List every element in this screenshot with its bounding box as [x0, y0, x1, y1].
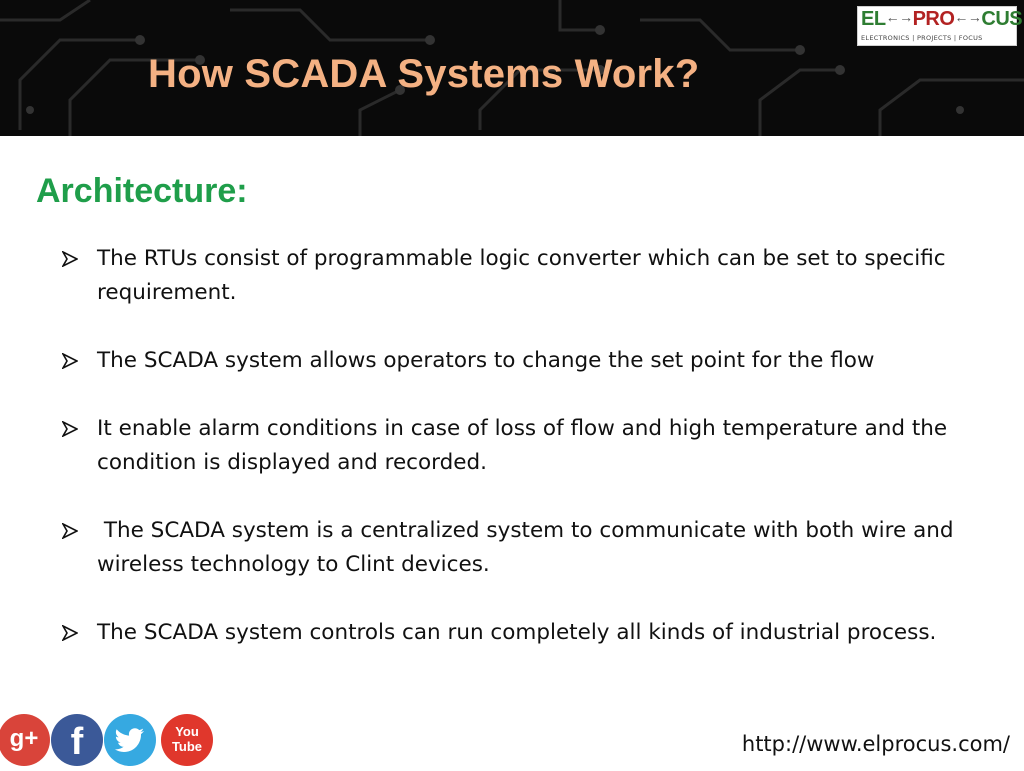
- bullet-item: [62, 344, 982, 378]
- section-heading: Architecture:: [36, 172, 248, 210]
- bullet-text: The RTUs consist of programmable logic converter which can be set to specific requirement.: [97, 246, 946, 305]
- bullet-item: [62, 242, 982, 310]
- logo-arrow-icon: ←→: [954, 9, 982, 25]
- logo-tagline: ELECTRONICS | PROJECTS | FOCUS: [861, 34, 983, 42]
- facebook-icon[interactable]: f: [51, 714, 103, 766]
- twitter-bird-icon: [104, 714, 156, 766]
- website-url[interactable]: http://www.elprocus.com/: [741, 732, 1010, 756]
- arrow-head-icon: [62, 353, 78, 369]
- elprocus-logo[interactable]: [857, 6, 1023, 46]
- youtube-text-tube: Tube: [171, 739, 203, 754]
- bullet-item: [62, 412, 982, 480]
- bullet-item: [62, 514, 982, 582]
- google-plus-icon[interactable]: g+: [0, 714, 50, 766]
- logo-pro: PRO: [912, 8, 955, 30]
- bullet-list: [62, 242, 982, 650]
- bullet-text: The SCADA system is a centralized system to communicate with both wire and wireless technology to Clint devices.: [97, 518, 961, 577]
- twitter-icon[interactable]: [104, 714, 156, 766]
- arrow-head-icon: [62, 251, 78, 267]
- logo-cus: CUS: [981, 8, 1023, 30]
- bullet-text: The SCADA system allows operators to change the set point for the flow: [97, 348, 875, 373]
- bullet-text: The SCADA system controls can run completely all kinds of industrial process.: [97, 620, 937, 645]
- page-title: How SCADA Systems Work?: [148, 52, 700, 96]
- logo-wordmark: [861, 8, 1022, 31]
- logo-arrow-icon: ←→: [885, 9, 913, 25]
- arrow-head-icon: [62, 523, 78, 539]
- youtube-text-you: You: [175, 724, 199, 739]
- bullet-item: [62, 616, 982, 650]
- arrow-head-icon: [62, 421, 78, 437]
- bullet-text: It enable alarm conditions in case of loss of flow and high temperature and the condition is displayed and recorded.: [97, 416, 948, 475]
- logo-el: EL: [861, 8, 886, 30]
- arrow-head-icon: [62, 625, 78, 641]
- header-banner: [0, 0, 1024, 136]
- youtube-icon[interactable]: [161, 714, 213, 766]
